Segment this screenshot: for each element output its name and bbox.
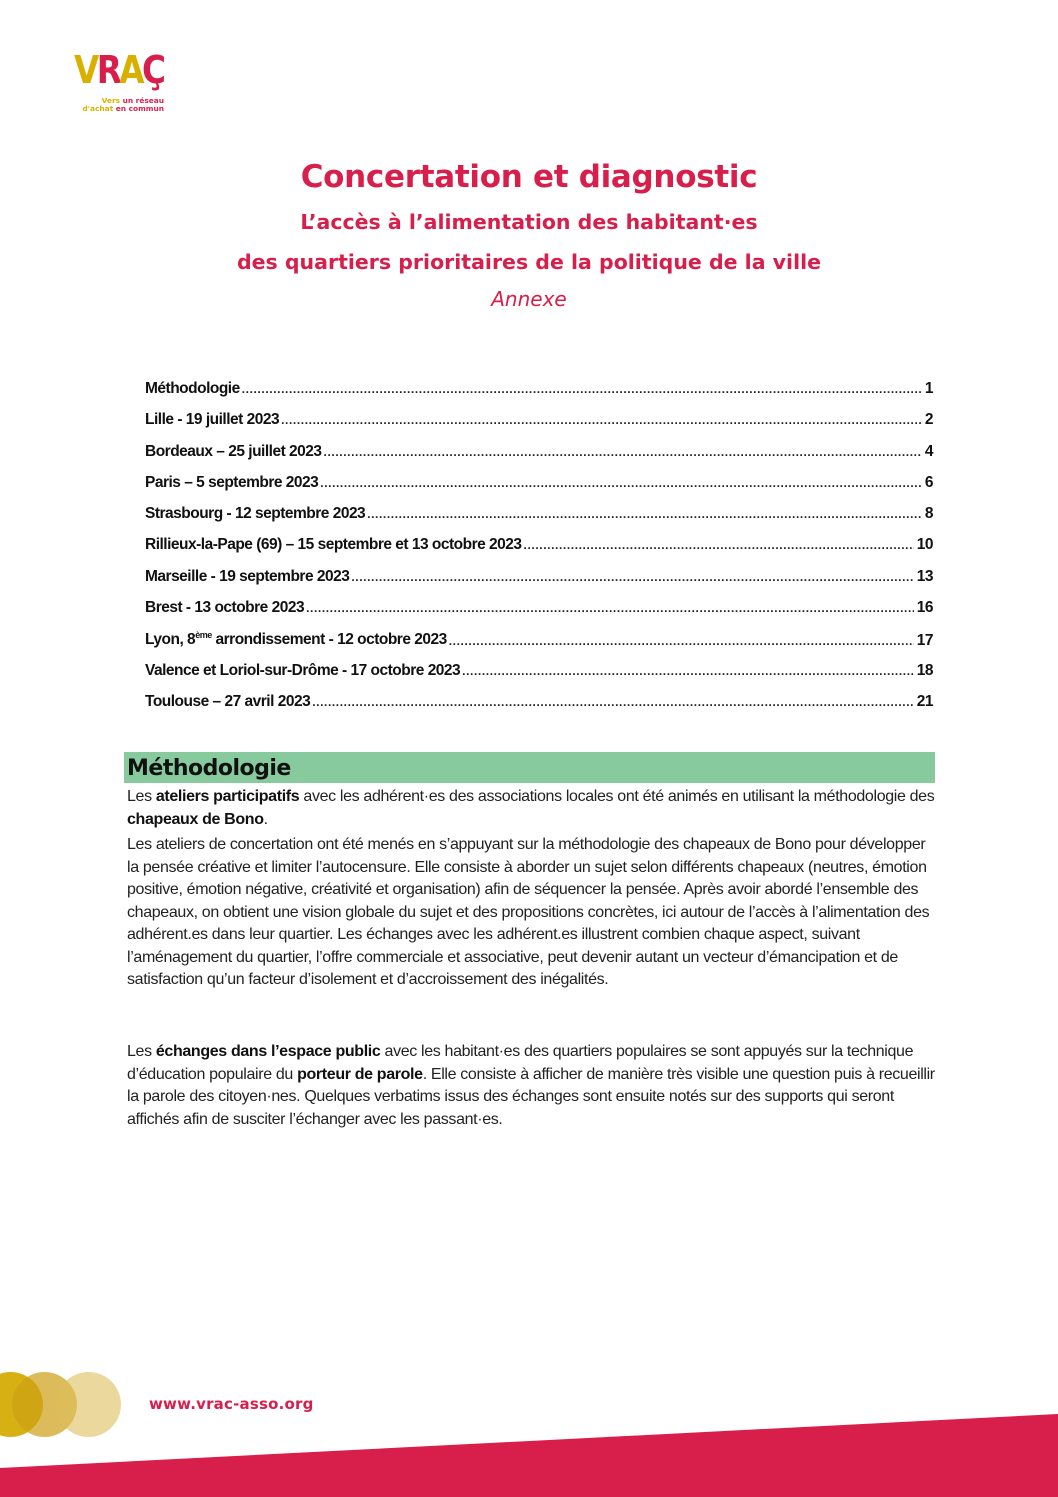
toc-entry[interactable]: Toulouse – 27 avril 2023 ..... 21: [145, 693, 933, 724]
toc-leader: [242, 382, 922, 396]
document-title: Concertation et diagnostic: [300, 159, 758, 195]
toc-entry[interactable]: Rillieux-la-Pape (69) – 15 septembre et 13 octobre 2023 ..... 10: [145, 536, 933, 567]
toc-leader: [449, 634, 914, 648]
website-link[interactable]: www.vrac-asso.org: [149, 1395, 314, 1413]
section-heading-methodologie: Méthodologie: [124, 752, 935, 783]
toc-entry[interactable]: Bordeaux – 25 juillet 2023 ..... 4: [145, 443, 933, 474]
toc-leader: [320, 476, 922, 490]
toc-entry[interactable]: Valence et Loriol-sur-Drôme - 17 octobre 2023 ..... 18: [145, 662, 933, 693]
subtitle-line-2: des quartiers prioritaires de la politique de la ville: [236, 250, 822, 274]
red-band-shape: [0, 1414, 1058, 1497]
toc-entry[interactable]: Marseille - 19 septembre 2023 ..... 13: [145, 568, 933, 599]
table-of-contents: [145, 380, 933, 724]
paragraph-espace-public: Les échanges dans l’espace public avec les habitant·es des quartiers populaires se sont appuyés sur la technique d’éducation populaire du porteur de parole. Elle consiste à afficher de manière très visible une question puis à recueillir la parole des citoyen·nes. Quelques verbatims issus des échanges sont ensuite notés sur des supports qui seront affichés afin de susciter l’échanger avec les passant·es.: [127, 1043, 935, 1128]
toc-entry[interactable]: Lyon, 8ème arrondissement - 12 octobre 2023 ..... 17: [145, 630, 933, 661]
toc-entry[interactable]: Lille - 19 juillet 2023 ..... 2: [145, 411, 933, 442]
toc-leader: [462, 664, 914, 678]
toc-leader: [312, 695, 914, 709]
toc-leader: [524, 538, 914, 552]
toc-leader: [367, 507, 922, 521]
title-block: [0, 155, 1058, 319]
annexe-label: Annexe: [491, 287, 567, 311]
toc-leader: [306, 601, 914, 615]
subtitle-line-1: L’accès à l’alimentation des habitant·es: [300, 210, 758, 234]
paragraph-ateliers: Les ateliers participatifs avec les adhérent·es des associations locales ont été animés en utilisant la méthodologie des chapeaux de Bono.: [127, 788, 935, 828]
logo-wordmark: VRAÇ: [74, 48, 164, 92]
toc-entry[interactable]: Paris – 5 septembre 2023 ..... 6: [145, 474, 933, 505]
toc-entry[interactable]: Strasbourg - 12 septembre 2023 ..... 8: [145, 505, 933, 536]
logo-tagline: Vers un réseau d'achat en commun: [82, 96, 164, 113]
toc-entry[interactable]: Brest - 13 octobre 2023 ..... 16: [145, 599, 933, 630]
toc-leader: [281, 413, 922, 427]
footer-red-band: [0, 1400, 1058, 1497]
toc-entry[interactable]: Méthodologie ..... 1: [145, 380, 933, 411]
vrac-logo: [74, 50, 164, 114]
toc-leader: [324, 445, 922, 459]
toc-leader: [351, 570, 913, 584]
paragraph-chapeaux-de-bono: Les ateliers de concertation ont été menés en s’appuyant sur la méthodologie des chapeaux de Bono pour développer la pensée créative et limiter l’autocensure. Elle consiste à aborder un sujet selon différents chapeaux (neutres, émotion positive, émotion négative, créativité et organisation) afin de séquencer la pensée. Après avoir abordé l’ensemble des chapeaux, on obtient une vision globale du sujet et des propositions concrètes, ici autour de l’accès à l’alimentation des adhérent.es dans leur quartier. Les échanges avec les adhérent.es illustrent combien chaque aspect, suivant l’aménagement du quartier, l’offre commerciale et associative, peut devenir autant un vecteur d’émancipation et de satisfaction qu’un facteur d’isolement et d’accroissement des inégalités.: [127, 836, 930, 988]
